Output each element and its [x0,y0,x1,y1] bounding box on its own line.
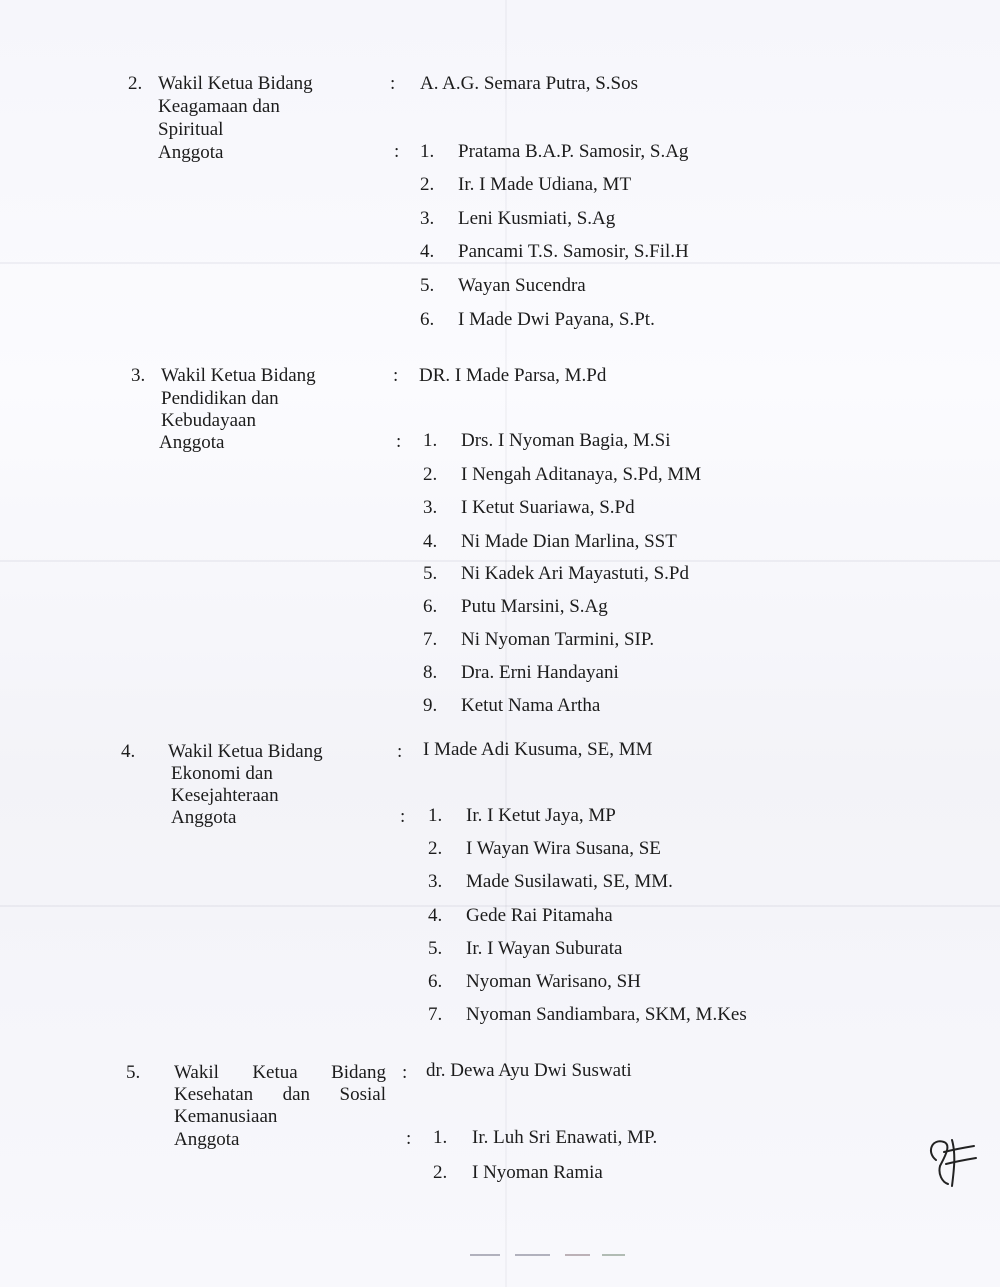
section-number: 5. [126,1062,141,1083]
member-number: 2. [423,464,438,485]
member-name: Leni Kusmiati, S.Ag [458,208,616,229]
member-number: 5. [428,938,443,959]
colon: : [390,73,396,94]
member-name: I Ketut Suariawa, S.Pd [461,497,635,518]
colon: : [394,141,400,162]
member-name: Gede Rai Pitamaha [466,905,613,926]
member-name: Made Susilawati, SE, MM. [466,871,673,892]
section-title-word: Bidang [331,1062,386,1083]
member-number: 5. [420,275,435,296]
member-number: 3. [420,208,435,229]
member-number: 1. [428,805,443,826]
section-title-line: Wakil Ketua Bidang [161,365,316,386]
members-label: Anggota [158,142,224,163]
member-number: 6. [428,971,443,992]
member-number: 2. [428,838,443,859]
member-name: Ir. I Ketut Jaya, MP [466,805,616,826]
members-label: Anggota [174,1129,240,1150]
member-number: 3. [428,871,443,892]
member-name: Ni Made Dian Marlina, SST [461,531,677,552]
section-number: 2. [128,73,143,94]
member-number: 2. [420,174,435,195]
section-title-line: Keagamaan dan [158,96,280,117]
colon: : [402,1062,408,1083]
colon: : [400,806,406,827]
member-name: Ir. Luh Sri Enawati, MP. [472,1127,658,1148]
member-name: Drs. I Nyoman Bagia, M.Si [461,430,671,451]
members-label: Anggota [159,432,225,453]
member-name: Pratama B.A.P. Samosir, S.Ag [458,141,689,162]
section-leader: dr. Dewa Ayu Dwi Suswati [426,1060,632,1081]
member-name: Nyoman Sandiambara, SKM, M.Kes [466,1004,747,1025]
member-name: Ir. I Made Udiana, MT [458,174,632,195]
member-number: 4. [428,905,443,926]
member-number: 2. [433,1162,448,1183]
section-leader: A. A.G. Semara Putra, S.Sos [420,73,638,94]
member-number: 1. [420,141,435,162]
member-name: Ir. I Wayan Suburata [466,938,623,959]
member-name: Dra. Erni Handayani [461,662,619,683]
section-title-word: Sosial [339,1084,386,1105]
member-number: 9. [423,695,438,716]
member-name: Wayan Sucendra [458,275,586,296]
members-label: Anggota [171,807,237,828]
section-title-word: Kesehatan [174,1084,254,1105]
section-title-line: Kesejahteraan [171,785,279,806]
scan-artifact [470,1252,630,1258]
section-title-line [174,1083,386,1106]
member-name: Ni Kadek Ari Mayastuti, S.Pd [461,563,689,584]
section-title-line: Wakil Ketua Bidang [168,741,323,762]
member-number: 4. [420,241,435,262]
member-number: 1. [433,1127,448,1148]
member-number: 6. [420,309,435,330]
section-title-line: Pendidikan dan [161,388,279,409]
handwritten-signature-icon [922,1130,982,1190]
section-title-word: dan [282,1084,311,1105]
section-title-line: Ekonomi dan [171,763,273,784]
section-title-line: Wakil Ketua Bidang [158,73,313,94]
member-name: I Nengah Aditanaya, S.Pd, MM [461,464,702,485]
member-number: 5. [423,563,438,584]
colon: : [396,431,402,452]
section-title-line: Kemanusiaan [174,1106,278,1127]
member-number: 7. [428,1004,443,1025]
member-name: Ni Nyoman Tarmini, SIP. [461,629,655,650]
member-number: 7. [423,629,438,650]
member-name: I Wayan Wira Susana, SE [466,838,661,859]
member-number: 3. [423,497,438,518]
section-number: 4. [121,741,136,762]
member-number: 6. [423,596,438,617]
member-name: Pancami T.S. Samosir, S.Fil.H [458,241,689,262]
section-title-word: Wakil [174,1062,219,1083]
member-name: I Made Dwi Payana, S.Pt. [458,309,655,330]
colon: : [397,741,403,762]
member-number: 1. [423,430,438,451]
member-name: I Nyoman Ramia [472,1162,603,1183]
section-title-line: Spiritual [158,119,224,140]
section-title-word: Ketua [252,1062,298,1083]
colon: : [406,1128,412,1149]
section-title-line [174,1061,386,1084]
section-title-line: Kebudayaan [161,410,256,431]
member-name: Ketut Nama Artha [461,695,601,716]
member-number: 8. [423,662,438,683]
member-number: 4. [423,531,438,552]
colon: : [393,365,399,386]
member-name: Putu Marsini, S.Ag [461,596,608,617]
member-name: Nyoman Warisano, SH [466,971,641,992]
section-leader: DR. I Made Parsa, M.Pd [419,365,607,386]
section-number: 3. [131,365,146,386]
section-leader: I Made Adi Kusuma, SE, MM [423,739,653,760]
